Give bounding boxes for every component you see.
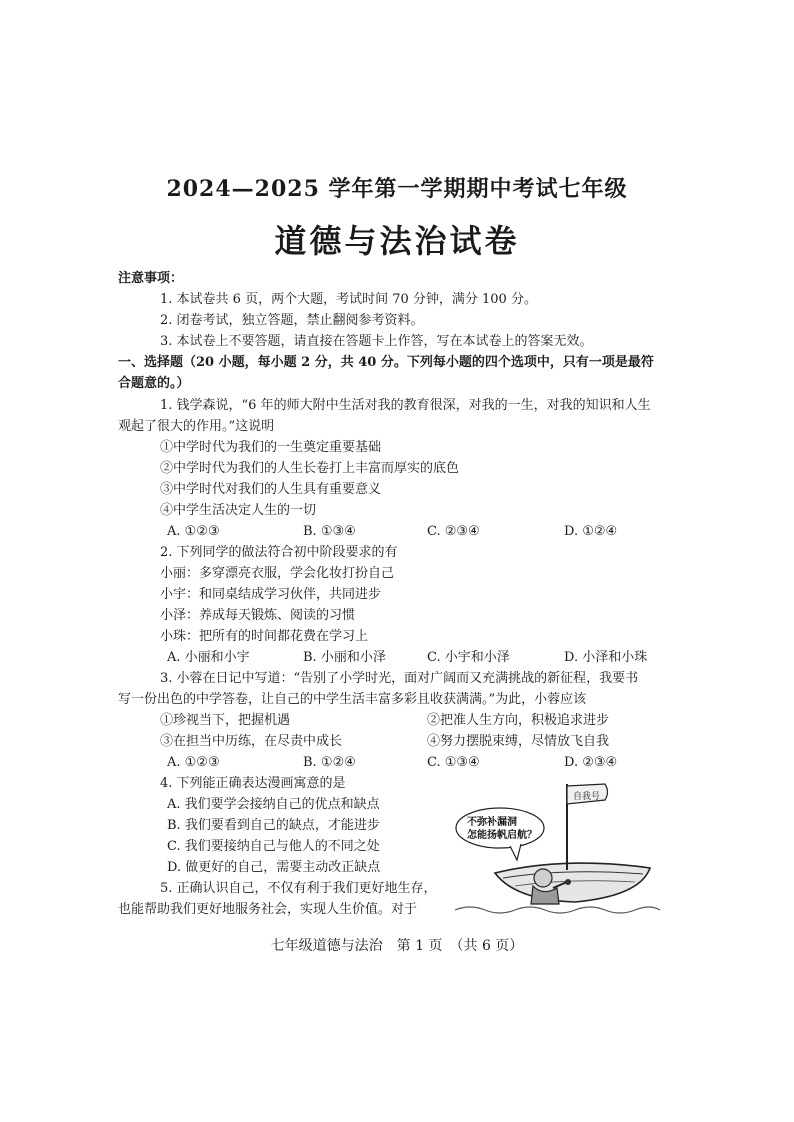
q4-option-b[interactable]: B. 我们要看到自己的缺点，才能进步 [167, 818, 380, 833]
q3-statement: ④努力摆脱束缚，尽情放飞自我 [427, 734, 610, 749]
section1-heading-cont: 合题意的。） [118, 376, 190, 391]
exam-title-line2: 道德与法治试卷 [274, 222, 520, 260]
q3-statement: ③在担当中历练，在尽责中成长 [160, 734, 343, 749]
q2-option-c[interactable]: C. 小宇和小泽 [427, 650, 510, 665]
q2-statement: 小珠：把所有的时间都花费在学习上 [160, 629, 369, 644]
speech-bubble [456, 808, 544, 848]
section1-heading: 一、选择题（20 小题，每小题 2 分，共 40 分。下列每小题的四个选项中，只有一项是最符 [118, 355, 654, 370]
wave-lines [455, 907, 660, 913]
notice-item: 3. 本试卷上不要答题，请直接在答题卡上作答，写在本试卷上的答案无效。 [160, 334, 593, 349]
notice-item: 1. 本试卷共 6 页，两个大题，考试时间 70 分钟，满分 100 分。 [160, 292, 537, 307]
cartoon-illustration [455, 778, 660, 918]
q2-statement: 小泽：养成每天锻炼、阅读的习惯 [160, 608, 356, 623]
q3-statement: ②把准人生方向，积极追求进步 [427, 713, 610, 728]
bubble-text-line1: 不弥补漏洞 [467, 817, 517, 828]
question-5-stem: 5. 正确认识自己，不仅有利于我们更好地生存， [160, 881, 437, 896]
q3-option-d[interactable]: D. ②③④ [564, 755, 618, 770]
question-4-stem: 4. 下列能正确表达漫画寓意的是 [160, 776, 346, 791]
exam-title-line1: 2024—2025 学年第一学期期中考试七年级 [166, 176, 628, 202]
question-2-stem: 2. 下列同学的做法符合初中阶段要求的有 [160, 545, 398, 560]
notice-heading: 注意事项： [118, 271, 184, 286]
q1-statement: ②中学时代为我们的人生长卷打上丰富而厚实的底色 [160, 461, 460, 476]
question-3-stem-cont: 写一份出色的中学答卷，让自己的中学生活丰富多彩且收获满满。”为此，小蓉应该 [118, 692, 587, 707]
boat-hull [495, 863, 650, 902]
q2-option-d[interactable]: D. 小泽和小珠 [564, 650, 648, 665]
question-1-stem: 1. 钱学森说，“6 年的师大附中生活对我的教育很深，对我的一生，对我的知识和人生 [160, 398, 651, 413]
q3-option-a[interactable]: A. ①②③ [167, 755, 220, 770]
q3-option-c[interactable]: C. ①③④ [427, 755, 480, 770]
q2-statement: 小宇：和同桌结成学习伙伴，共同进步 [160, 587, 382, 602]
question-3-stem: 3. 小蓉在日记中写道：“告别了小学时光，面对广阔而又充满挑战的新征程，我要书 [160, 671, 639, 686]
q1-option-c[interactable]: C. ②③④ [427, 524, 480, 539]
person-head [534, 869, 552, 887]
q2-option-a[interactable]: A. 小丽和小宇 [167, 650, 250, 665]
q4-option-d[interactable]: D. 做更好的自己，需要主动改正缺点 [167, 860, 381, 875]
q4-option-c[interactable]: C. 我们要接纳自己与他人的不同之处 [167, 839, 380, 854]
q1-statement: ④中学生活决定人生的一切 [160, 503, 317, 518]
q1-statement: ①中学时代为我们的一生奠定重要基础 [160, 440, 382, 455]
q3-statement: ①珍视当下，把握机遇 [160, 713, 291, 728]
question-1-stem-cont: 观起了很大的作用。”这说明 [118, 419, 275, 434]
q1-statement: ③中学时代对我们的人生具有重要意义 [160, 482, 382, 497]
bubble-text-line2: 怎能扬帆启航？ [467, 830, 537, 841]
q1-option-a[interactable]: A. ①②③ [167, 524, 220, 539]
question-5-stem-cont: 也能帮助我们更好地服务社会，实现人生价值。对于 [118, 902, 418, 917]
notice-item: 2. 闭卷考试，独立答题，禁止翻阅参考资料。 [160, 313, 424, 328]
q1-option-d[interactable]: D. ①②④ [564, 524, 618, 539]
q2-option-b[interactable]: B. 小丽和小泽 [303, 650, 386, 665]
q2-statement: 小丽：多穿漂亮衣服，学会化妆打扮自己 [160, 566, 395, 581]
page-footer: 七年级道德与法治 第 1 页 （共 6 页） [270, 938, 524, 954]
q1-option-b[interactable]: B. ①③④ [303, 524, 356, 539]
flag-text: 自我号 [573, 792, 601, 802]
q4-option-a[interactable]: A. 我们要学会接纳自己的优点和缺点 [167, 797, 380, 812]
q3-option-b[interactable]: B. ①②④ [303, 755, 356, 770]
